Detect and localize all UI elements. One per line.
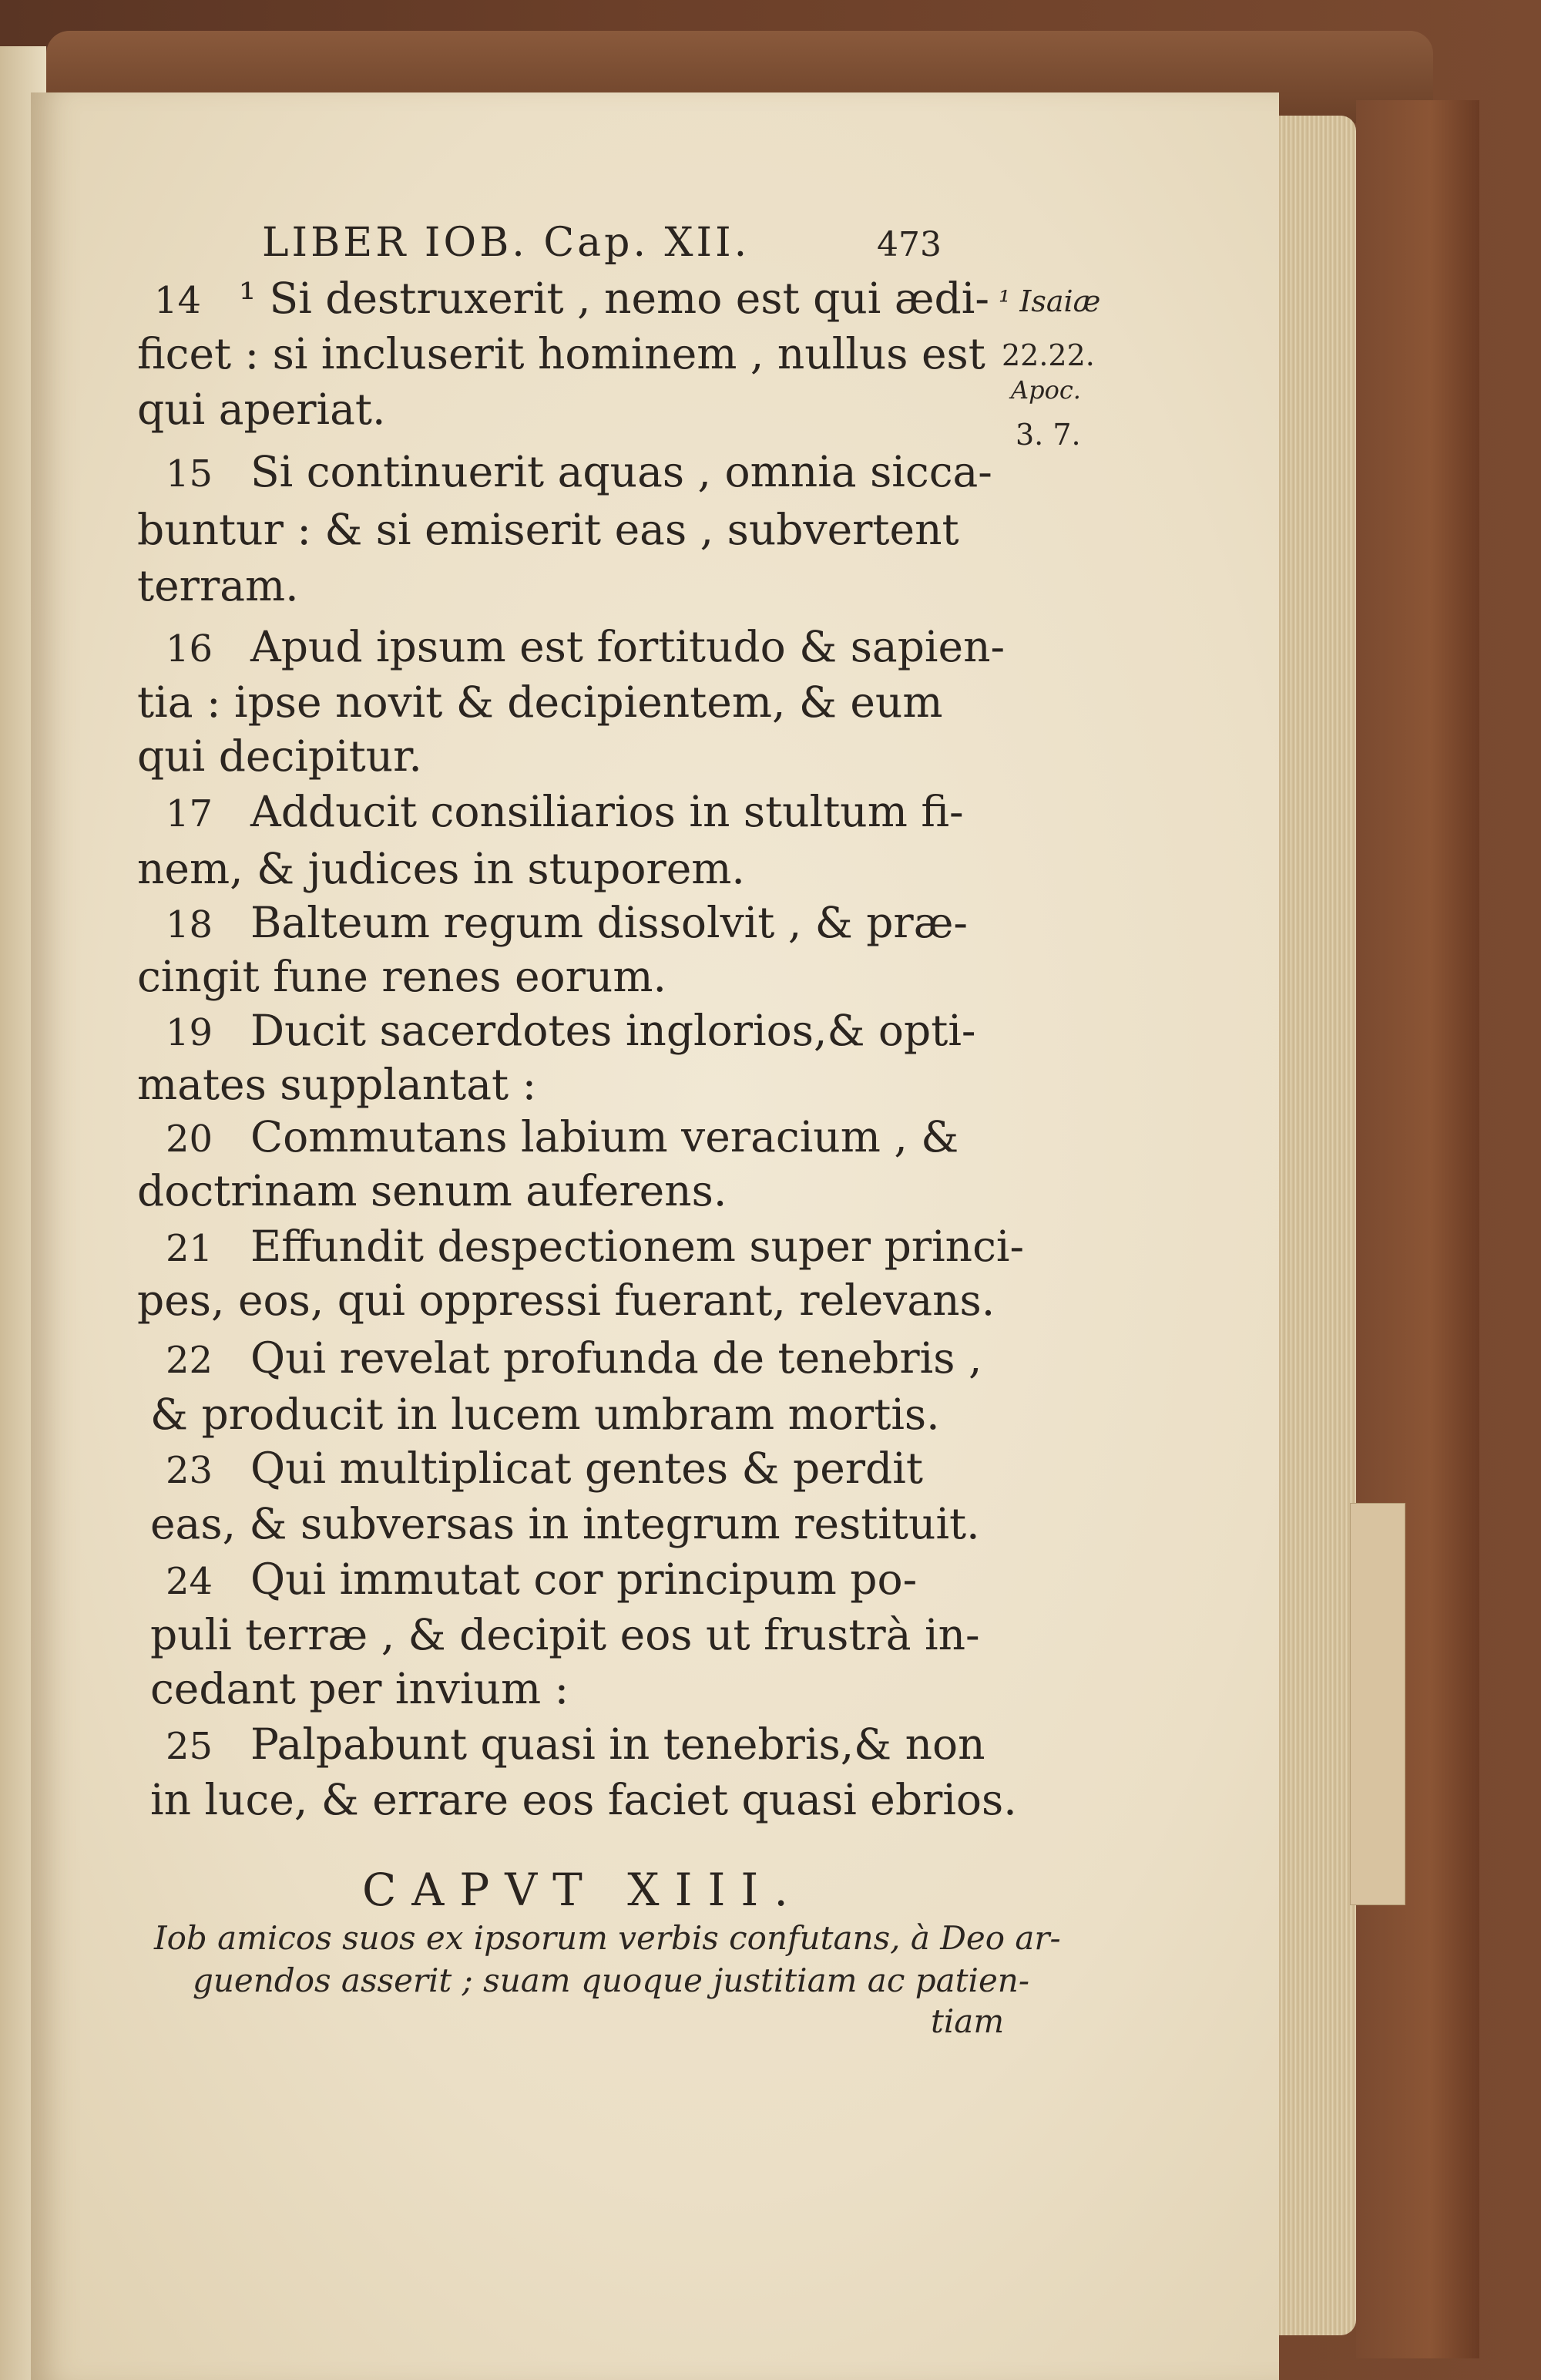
verse-line: terram. [137,561,299,610]
verse-number: 21 [166,1227,213,1270]
verse-line: 16 Apud ipsum est fortitudo & sapien- [166,622,1006,671]
running-head: LIBER IOB. Cap. XII. [262,220,750,266]
verse-number: 20 [166,1118,213,1161]
verse-line: ficet : si incluserit hominem , nullus est [137,329,985,378]
verse-number: 19 [166,1011,213,1054]
verse-line: 23 Qui multiplicat gentes & perdit [166,1444,923,1493]
verse-line: qui aperiat. [137,385,386,434]
verse-line: in luce, & errare eos faciet quasi ebrios. [150,1775,1017,1824]
verse-line: cingit fune renes eorum. [137,952,666,1001]
verse-number: 18 [166,903,213,946]
chapter-heading: CAPVT XIII. [362,1864,804,1916]
verse-line: doctrinam senum auferens. [137,1166,727,1215]
verse-line: tia : ipse novit & decipientem, & eum [137,677,943,727]
verse-line: 17 Adducit consiliarios in stultum fi- [166,787,964,836]
verse-line: pes, eos, qui oppressi fuerant, relevans. [137,1276,995,1325]
verse-line: 25 Palpabunt quasi in tenebris,& non [166,1719,985,1769]
verse-line: buntur : & si emiserit eas , subvertent [137,505,959,554]
verse-line: nem, & judices in stuporem. [137,844,745,893]
verse-number: 17 [166,792,213,835]
verse-number: 25 [166,1725,213,1768]
margin-note: 3. 7. [1016,418,1081,452]
margin-note: ¹ Isaiæ [999,284,1101,318]
verse-line: eas, & subversas in integrum restituit. [150,1499,980,1548]
verse-number: 22 [166,1339,213,1382]
verse-number: 15 [166,452,213,496]
chapter-summary-line: Iob amicos suos ex ipsorum verbis confutans, à Deo ar- [154,1919,1061,1957]
verse-line: 14 ¹ Si destruxerit , nemo est qui ædi- [154,274,989,323]
verse-line: & producit in lucem umbram mortis. [150,1390,940,1439]
verse-number: 23 [166,1449,213,1492]
bookmark-slip [1350,1503,1405,1905]
margin-note: 22.22. [1002,338,1095,372]
verse-line: mates supplantat : [137,1060,537,1109]
verse-line: 18 Balteum regum dissolvit , & præ- [166,898,968,947]
verse-line: qui decipitur. [137,731,422,781]
verse-number: 16 [166,627,213,671]
verse-line: 24 Qui immutat cor principum po- [166,1555,918,1604]
chapter-summary-line: tiam [931,2002,1005,2040]
verse-line: 20 Commutans labium veracium , & [166,1112,959,1161]
chapter-summary-line: guendos asserit ; suam quoque justitiam ac patien- [193,1961,1030,1999]
page-number: 473 [877,225,942,264]
verse-line: cedant per invium : [150,1664,569,1713]
verse-line: 22 Qui revelat profunda de tenebris , [166,1333,982,1383]
margin-note: Apoc. [1011,375,1081,405]
verse-line: 21 Effundit despectionem super princi- [166,1222,1025,1271]
verse-line: 19 Ducit sacerdotes inglorios,& opti- [166,1006,976,1055]
verse-line: 15 Si continuerit aquas , omnia sicca- [166,447,992,496]
book-cover-right [1356,100,1479,2358]
verse-line: puli terræ , & decipit eos ut frustrà in- [150,1610,980,1659]
verse-number: 14 [154,279,202,322]
verse-number: 24 [166,1560,213,1603]
